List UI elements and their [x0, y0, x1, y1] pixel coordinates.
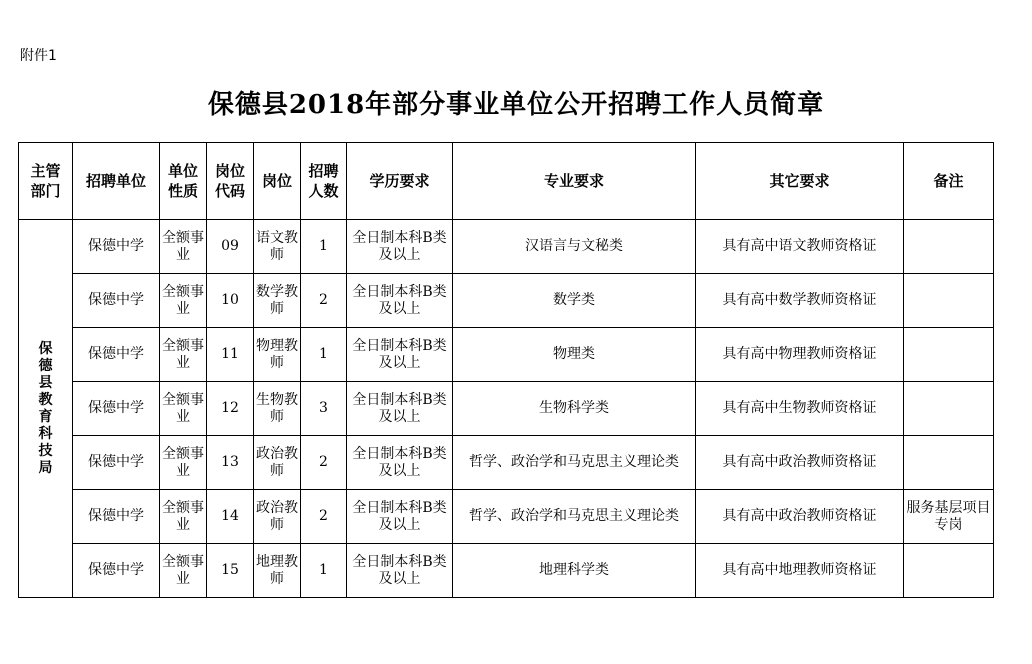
department-cell [19, 220, 73, 598]
header-nature: 单位性质 [160, 143, 207, 220]
count-cell: 1 [301, 328, 347, 382]
education-cell: 全日制本科B类及以上 [347, 328, 453, 382]
nature-cell: 全额事业 [160, 274, 207, 328]
major-cell: 物理类 [453, 328, 696, 382]
department-name: 保德县教育科技局 [38, 340, 53, 476]
code-cell: 10 [207, 274, 254, 328]
education-cell: 全日制本科B类及以上 [347, 382, 453, 436]
code-cell: 13 [207, 436, 254, 490]
count-cell: 2 [301, 436, 347, 490]
position-cell: 数学教师 [254, 274, 301, 328]
header-major: 专业要求 [453, 143, 696, 220]
page-title: 保德县2018年部分事业单位公开招聘工作人员简章 [207, 90, 825, 120]
nature-cell: 全额事业 [160, 490, 207, 544]
major-cell: 地理科学类 [453, 544, 696, 598]
code-cell: 11 [207, 328, 254, 382]
header-other: 其它要求 [696, 143, 904, 220]
nature-cell: 全额事业 [160, 220, 207, 274]
table-row [19, 274, 994, 328]
table-row [19, 544, 994, 598]
position-cell: 生物教师 [254, 382, 301, 436]
unit-cell: 保德中学 [73, 382, 160, 436]
unit-cell: 保德中学 [73, 436, 160, 490]
header-unit: 招聘单位 [73, 143, 160, 220]
other-cell: 具有高中物理教师资格证 [696, 328, 904, 382]
major-cell: 哲学、政治学和马克思主义理论类 [453, 490, 696, 544]
count-cell: 2 [301, 490, 347, 544]
header-row [19, 143, 994, 220]
nature-cell: 全额事业 [160, 436, 207, 490]
major-cell: 生物科学类 [453, 382, 696, 436]
position-cell: 政治教师 [254, 490, 301, 544]
unit-cell: 保德中学 [73, 220, 160, 274]
code-cell: 12 [207, 382, 254, 436]
major-cell: 汉语言与文秘类 [453, 220, 696, 274]
education-cell: 全日制本科B类及以上 [347, 490, 453, 544]
recruitment-table [18, 142, 994, 598]
table-row [19, 328, 994, 382]
unit-cell: 保德中学 [73, 544, 160, 598]
other-cell: 具有高中语文教师资格证 [696, 220, 904, 274]
major-cell: 哲学、政治学和马克思主义理论类 [453, 436, 696, 490]
table-row [19, 220, 994, 274]
table-row [19, 490, 994, 544]
unit-cell: 保德中学 [73, 490, 160, 544]
other-cell: 具有高中生物教师资格证 [696, 382, 904, 436]
note-cell [904, 544, 994, 598]
header-dept: 主管部门 [19, 143, 73, 220]
table-row [19, 382, 994, 436]
position-cell: 语文教师 [254, 220, 301, 274]
education-cell: 全日制本科B类及以上 [347, 274, 453, 328]
header-education: 学历要求 [347, 143, 453, 220]
position-cell: 物理教师 [254, 328, 301, 382]
education-cell: 全日制本科B类及以上 [347, 544, 453, 598]
table-row [19, 436, 994, 490]
count-cell: 1 [301, 220, 347, 274]
count-cell: 2 [301, 274, 347, 328]
note-cell: 服务基层项目专岗 [904, 490, 994, 544]
count-cell: 1 [301, 544, 347, 598]
header-position: 岗位 [254, 143, 301, 220]
nature-cell: 全额事业 [160, 544, 207, 598]
education-cell: 全日制本科B类及以上 [347, 220, 453, 274]
other-cell: 具有高中地理教师资格证 [696, 544, 904, 598]
major-cell: 数学类 [453, 274, 696, 328]
other-cell: 具有高中政治教师资格证 [696, 436, 904, 490]
note-cell [904, 328, 994, 382]
count-cell: 3 [301, 382, 347, 436]
note-cell [904, 274, 994, 328]
note-cell [904, 436, 994, 490]
note-cell [904, 382, 994, 436]
code-cell: 09 [207, 220, 254, 274]
code-cell: 14 [207, 490, 254, 544]
code-cell: 15 [207, 544, 254, 598]
header-note: 备注 [904, 143, 994, 220]
unit-cell: 保德中学 [73, 274, 160, 328]
nature-cell: 全额事业 [160, 382, 207, 436]
other-cell: 具有高中政治教师资格证 [696, 490, 904, 544]
nature-cell: 全额事业 [160, 328, 207, 382]
other-cell: 具有高中数学教师资格证 [696, 274, 904, 328]
header-code: 岗位代码 [207, 143, 254, 220]
unit-cell: 保德中学 [73, 328, 160, 382]
header-count: 招聘人数 [301, 143, 347, 220]
note-cell [904, 220, 994, 274]
position-cell: 政治教师 [254, 436, 301, 490]
attachment-label: 附件1 [20, 48, 57, 64]
education-cell: 全日制本科B类及以上 [347, 436, 453, 490]
position-cell: 地理教师 [254, 544, 301, 598]
